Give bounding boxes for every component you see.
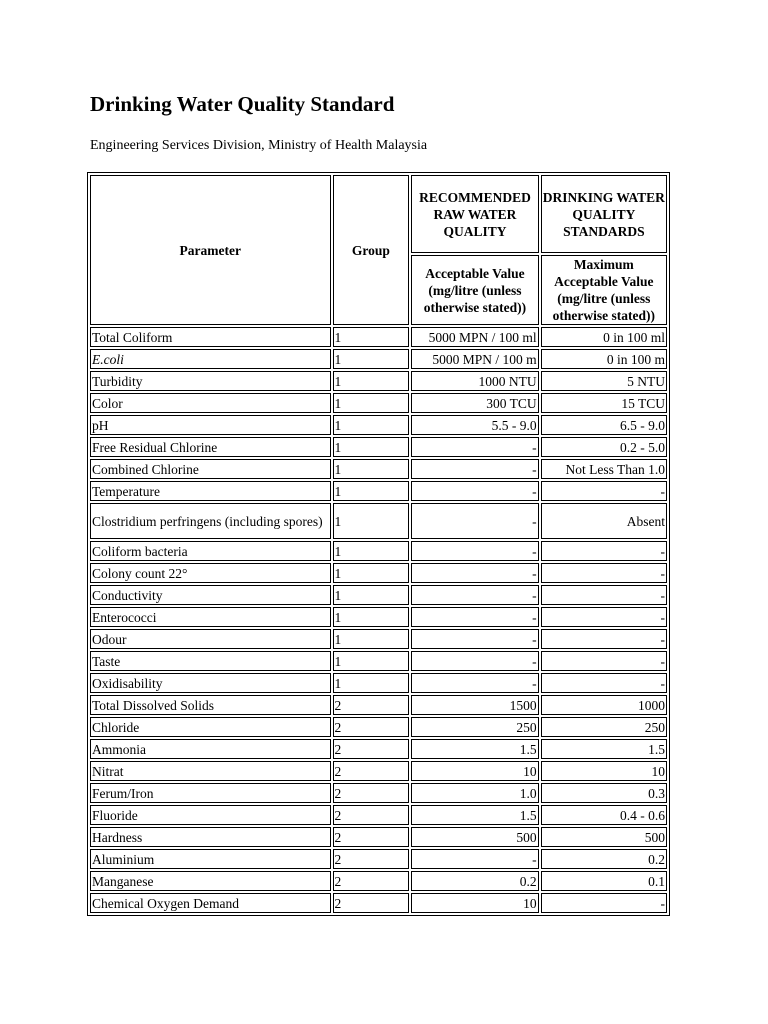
- group-cell: 2: [333, 871, 410, 891]
- parameter-cell: Chemical Oxygen Demand: [90, 893, 331, 913]
- table-row: [90, 393, 667, 413]
- group-cell: 2: [333, 783, 410, 803]
- parameter-cell: Total Dissolved Solids: [90, 695, 331, 715]
- group-cell: 1: [333, 415, 410, 435]
- table-row: [90, 437, 667, 457]
- parameter-cell: pH: [90, 415, 331, 435]
- parameter-cell: Temperature: [90, 481, 331, 501]
- drinking-water-value-cell: -: [541, 893, 667, 913]
- group-cell: 1: [333, 607, 410, 627]
- group-cell: 1: [333, 327, 410, 347]
- table-row: [90, 783, 667, 803]
- drinking-water-value-cell: 15 TCU: [541, 393, 667, 413]
- parameter-cell: Ammonia: [90, 739, 331, 759]
- parameter-cell: Manganese: [90, 871, 331, 891]
- parameter-cell: Color: [90, 393, 331, 413]
- parameter-cell: Nitrat: [90, 761, 331, 781]
- drinking-water-value-cell: 0 in 100 m: [541, 349, 667, 369]
- group-cell: 1: [333, 393, 410, 413]
- raw-water-value-cell: 300 TCU: [411, 393, 538, 413]
- parameter-cell: Enterococci: [90, 607, 331, 627]
- header-max-acceptable-value: Maximum Acceptable Value (mg/litre (unless otherwise stated)): [541, 255, 667, 325]
- raw-water-value-cell: -: [411, 459, 538, 479]
- raw-water-value-cell: -: [411, 607, 538, 627]
- raw-water-value-cell: 1.5: [411, 739, 538, 759]
- drinking-water-value-cell: -: [541, 629, 667, 649]
- raw-water-value-cell: 1000 NTU: [411, 371, 538, 391]
- parameter-cell: Chloride: [90, 717, 331, 737]
- parameter-cell: Fluoride: [90, 805, 331, 825]
- group-cell: 2: [333, 761, 410, 781]
- group-cell: 1: [333, 585, 410, 605]
- drinking-water-value-cell: Absent: [541, 503, 667, 539]
- group-cell: 1: [333, 371, 410, 391]
- group-cell: 1: [333, 673, 410, 693]
- group-cell: 1: [333, 503, 410, 539]
- table-row: [90, 761, 667, 781]
- group-cell: 1: [333, 629, 410, 649]
- drinking-water-value-cell: 10: [541, 761, 667, 781]
- drinking-water-value-cell: -: [541, 481, 667, 501]
- raw-water-value-cell: 10: [411, 761, 538, 781]
- raw-water-value-cell: 1.0: [411, 783, 538, 803]
- group-cell: 1: [333, 481, 410, 501]
- group-cell: 1: [333, 349, 410, 369]
- group-cell: 2: [333, 893, 410, 913]
- table-row: [90, 871, 667, 891]
- drinking-water-value-cell: 0.3: [541, 783, 667, 803]
- drinking-water-value-cell: -: [541, 541, 667, 561]
- raw-water-value-cell: 0.2: [411, 871, 538, 891]
- raw-water-value-cell: 250: [411, 717, 538, 737]
- drinking-water-value-cell: 0.2 - 5.0: [541, 437, 667, 457]
- table-row: [90, 459, 667, 479]
- table-row: [90, 695, 667, 715]
- table-row: [90, 327, 667, 347]
- parameter-cell: Oxidisability: [90, 673, 331, 693]
- table-row: [90, 563, 667, 583]
- raw-water-value-cell: 1500: [411, 695, 538, 715]
- raw-water-value-cell: -: [411, 651, 538, 671]
- raw-water-value-cell: -: [411, 437, 538, 457]
- drinking-water-value-cell: 1.5: [541, 739, 667, 759]
- drinking-water-value-cell: 0.1: [541, 871, 667, 891]
- table-row: [90, 349, 667, 369]
- raw-water-value-cell: -: [411, 541, 538, 561]
- table-row: [90, 893, 667, 913]
- raw-water-value-cell: -: [411, 563, 538, 583]
- raw-water-value-cell: 5000 MPN / 100 ml: [411, 327, 538, 347]
- drinking-water-value-cell: Not Less Than 1.0: [541, 459, 667, 479]
- drinking-water-value-cell: -: [541, 673, 667, 693]
- raw-water-value-cell: -: [411, 849, 538, 869]
- group-cell: 1: [333, 651, 410, 671]
- drinking-water-value-cell: 5 NTU: [541, 371, 667, 391]
- header-parameter: Parameter: [90, 175, 331, 325]
- group-cell: 2: [333, 695, 410, 715]
- parameter-cell: Clostridium perfringens (including spores): [90, 503, 331, 539]
- header-acceptable-value: Acceptable Value (mg/litre (unless otherwise stated)): [411, 255, 538, 325]
- group-cell: 2: [333, 739, 410, 759]
- raw-water-value-cell: -: [411, 503, 538, 539]
- table-row: [90, 629, 667, 649]
- drinking-water-value-cell: -: [541, 651, 667, 671]
- table-row: [90, 717, 667, 737]
- raw-water-value-cell: 5.5 - 9.0: [411, 415, 538, 435]
- parameter-cell: Hardness: [90, 827, 331, 847]
- parameter-cell: Total Coliform: [90, 327, 331, 347]
- drinking-water-value-cell: -: [541, 585, 667, 605]
- parameter-cell: Turbidity: [90, 371, 331, 391]
- drinking-water-value-cell: 250: [541, 717, 667, 737]
- table-row: [90, 585, 667, 605]
- group-cell: 1: [333, 563, 410, 583]
- group-cell: 2: [333, 805, 410, 825]
- raw-water-value-cell: 10: [411, 893, 538, 913]
- parameter-cell: Taste: [90, 651, 331, 671]
- group-cell: 2: [333, 717, 410, 737]
- parameter-cell: E.coli: [90, 349, 331, 369]
- raw-water-value-cell: -: [411, 629, 538, 649]
- table-row: [90, 805, 667, 825]
- table-row: [90, 481, 667, 501]
- table-row: [90, 415, 667, 435]
- raw-water-value-cell: -: [411, 585, 538, 605]
- raw-water-value-cell: 5000 MPN / 100 m: [411, 349, 538, 369]
- header-raw-water: RECOMMENDED RAW WATER QUALITY: [411, 175, 538, 253]
- header-drinking-water: DRINKING WATER QUALITY STANDARDS: [541, 175, 667, 253]
- group-cell: 1: [333, 459, 410, 479]
- drinking-water-value-cell: 500: [541, 827, 667, 847]
- table-row: [90, 541, 667, 561]
- drinking-water-value-cell: 0.2: [541, 849, 667, 869]
- drinking-water-value-cell: 1000: [541, 695, 667, 715]
- drinking-water-value-cell: 0.4 - 0.6: [541, 805, 667, 825]
- group-cell: 1: [333, 437, 410, 457]
- drinking-water-value-cell: 6.5 - 9.0: [541, 415, 667, 435]
- parameter-cell: Ferum/Iron: [90, 783, 331, 803]
- table-row: [90, 371, 667, 391]
- parameter-cell: Conductivity: [90, 585, 331, 605]
- table-row: [90, 607, 667, 627]
- raw-water-value-cell: 500: [411, 827, 538, 847]
- parameter-cell: Coliform bacteria: [90, 541, 331, 561]
- group-cell: 2: [333, 849, 410, 869]
- raw-water-value-cell: -: [411, 481, 538, 501]
- water-quality-table: [87, 172, 670, 916]
- parameter-cell: Combined Chlorine: [90, 459, 331, 479]
- table-row: [90, 849, 667, 869]
- page-title: Drinking Water Quality Standard: [90, 92, 395, 116]
- group-cell: 2: [333, 827, 410, 847]
- drinking-water-value-cell: -: [541, 563, 667, 583]
- header-group: Group: [333, 175, 410, 325]
- table-row: [90, 503, 667, 539]
- parameter-cell: Free Residual Chlorine: [90, 437, 331, 457]
- table-row: [90, 651, 667, 671]
- drinking-water-value-cell: 0 in 100 ml: [541, 327, 667, 347]
- drinking-water-value-cell: -: [541, 607, 667, 627]
- table-row: [90, 739, 667, 759]
- parameter-cell: Odour: [90, 629, 331, 649]
- raw-water-value-cell: 1.5: [411, 805, 538, 825]
- parameter-cell: Colony count 22°: [90, 563, 331, 583]
- raw-water-value-cell: -: [411, 673, 538, 693]
- table-row: [90, 673, 667, 693]
- table-row: [90, 827, 667, 847]
- table-body: [90, 327, 667, 913]
- page-subtitle: Engineering Services Division, Ministry of Health Malaysia: [90, 138, 428, 153]
- group-cell: 1: [333, 541, 410, 561]
- parameter-cell: Aluminium: [90, 849, 331, 869]
